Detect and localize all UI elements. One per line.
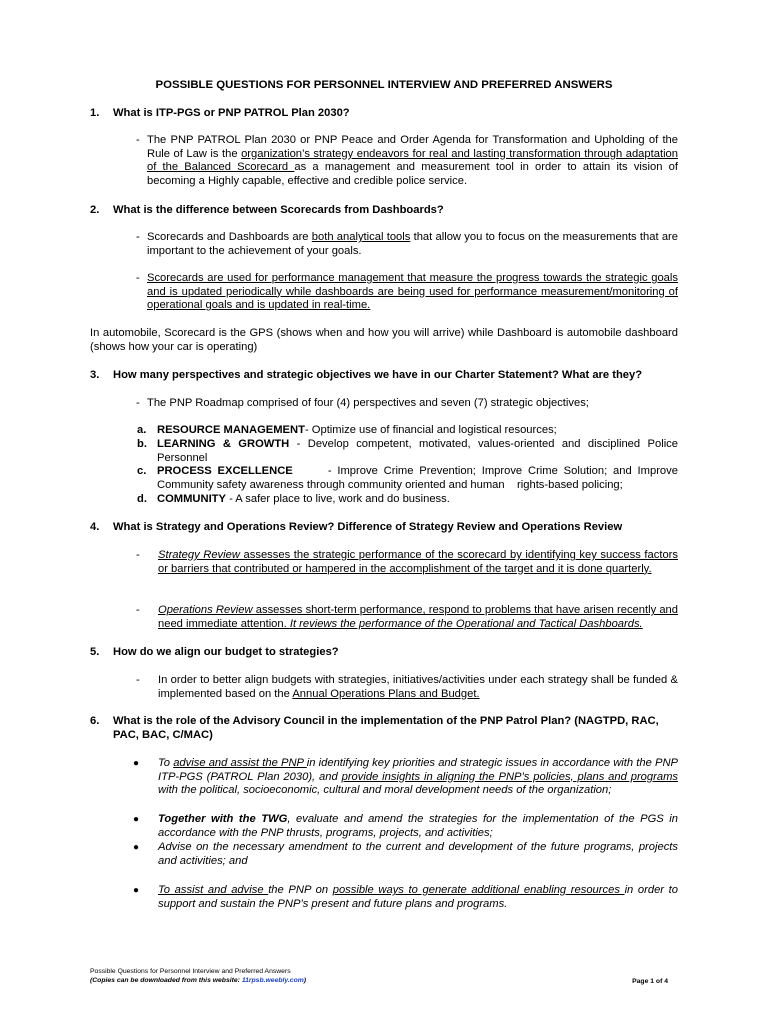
q1-answer bbox=[147, 134, 678, 188]
q6-bullet-2 bbox=[158, 813, 678, 840]
q6-b1-underlined-2: provide insights in aligning the PNP’s policies, plans and programs bbox=[341, 770, 678, 783]
q5-dash: - bbox=[136, 674, 140, 686]
q6-bullet-4-icon: ● bbox=[133, 885, 140, 896]
q4-dash-1: - bbox=[136, 549, 140, 561]
q6-b1-text-mid: in identifying key priorities and strategic issues in accordance with the PNP ITP-PGS (PATROL Plan 2030), and bbox=[158, 757, 678, 783]
q3-item-c-heading: PROCESS EXCELLENCE bbox=[157, 465, 293, 477]
q4-operations-review-term: Operations Review bbox=[158, 604, 253, 616]
footer-website-link[interactable]: 11rpsb.weebly.com bbox=[241, 977, 304, 984]
q3-item-c-text: - Improve Crime Prevention; Improve Crime Solution; and Improve Community safety awareness through community oriented and human rights-based policing; bbox=[157, 465, 682, 491]
q6-bullet-3: Advise on the necessary amendment to the current and development of the future programs, projects and activities; and bbox=[158, 841, 678, 867]
q1-dash: - bbox=[136, 134, 140, 146]
q3-item-b bbox=[157, 438, 678, 465]
q2-answer-1-text-end: that allow you to focus on the measurements that are important to the achievement of your goals. bbox=[147, 231, 678, 257]
q6-b4-underlined-1: To assist and advise bbox=[158, 884, 269, 896]
q3-item-d-letter: d. bbox=[137, 493, 147, 505]
q4-answer-1 bbox=[158, 549, 678, 576]
q6-bullet-1 bbox=[158, 757, 678, 798]
q1-answer-underlined: organization’s strategy endeavors for real and lasting transformation through adaptation of the Balanced Scorecard bbox=[147, 147, 678, 174]
q6-b4-underlined-2: possible ways to generate additional enabling resources bbox=[332, 884, 625, 896]
q4-answer-2-italic: It reviews the performance of the Operational and Tactical Dashboards. bbox=[289, 617, 643, 630]
q2-answer-1-text: Scorecards and Dashboards are bbox=[147, 231, 312, 243]
page-number: Page 1 of 4 bbox=[632, 978, 668, 985]
q3-item-a bbox=[157, 424, 678, 438]
q6-bullet-2-icon: ● bbox=[133, 814, 140, 825]
q1-answer-text: The PNP PATROL Plan 2030 or PNP Peace and Order Agenda for Transformation and Upholding of the Rule of Law is the bbox=[147, 134, 678, 160]
page-footer bbox=[90, 967, 306, 985]
q4-strategy-review-term: Strategy Review bbox=[158, 549, 240, 561]
q3-item-b-text: - Develop competent, motivated, values-oriented and disciplined Police Personnel bbox=[157, 438, 678, 464]
q6-b1-text-end: with the political, socioeconomic, cultural and moral development needs of the organization; bbox=[158, 784, 612, 797]
q1-question: What is ITP-PGS or PNP PATROL Plan 2030? bbox=[113, 107, 350, 119]
q5-answer bbox=[158, 674, 678, 701]
q3-item-a-text: - Optimize use of financial and logistical resources; bbox=[304, 424, 557, 436]
q6-b1-underlined-1: advise and assist the PNP bbox=[173, 757, 307, 769]
q5-number: 5. bbox=[90, 646, 100, 658]
q6-question: What is the role of the Advisory Council in the implementation of the PNP Patrol Plan? (NAGTPD, RAC, PAC, BAC, C/MAC) bbox=[113, 715, 659, 741]
q2-note: In automobile, Scorecard is the GPS (shows when and how you will arrive) while Dashboard is automobile dashboard (shows how your car is operating) bbox=[90, 327, 678, 353]
footer-source bbox=[90, 976, 306, 985]
q2-question: What is the difference between Scorecards from Dashboards? bbox=[113, 204, 444, 216]
document-title: POSSIBLE QUESTIONS FOR PERSONNEL INTERVIEW AND PREFERRED ANSWERS bbox=[155, 79, 613, 91]
q3-intro: The PNP Roadmap comprised of four (4) perspectives and seven (7) strategic objectives; bbox=[147, 397, 589, 409]
q3-question: How many perspectives and strategic objectives we have in our Charter Statement? What are they? bbox=[113, 369, 643, 381]
q3-item-a-heading: RESOURCE MANAGEMENT bbox=[157, 424, 305, 436]
q4-question: What is Strategy and Operations Review? Difference of Strategy Review and Operations Review bbox=[113, 521, 623, 533]
q6-bullet-4 bbox=[158, 884, 678, 911]
q3-item-a-letter: a. bbox=[137, 424, 147, 436]
q4-dash-2: - bbox=[136, 604, 140, 616]
q2-dash-1: - bbox=[136, 231, 140, 243]
q3-dash: - bbox=[136, 397, 140, 409]
q6-b2-bold: Together with the TWG bbox=[158, 813, 288, 825]
footer-source-text: (Copies can be downloaded from this website: bbox=[90, 977, 242, 984]
q5-answer-text: In order to better align budgets with strategies, initiatives/activities under each strategy shall be funded & implemented based on the bbox=[158, 674, 678, 700]
q3-item-d-text: - A safer place to live, work and do business. bbox=[225, 493, 450, 505]
q2-dash-2: - bbox=[136, 272, 140, 284]
q5-question: How do we align our budget to strategies? bbox=[113, 646, 339, 658]
q6-number: 6. bbox=[90, 715, 100, 727]
q3-number: 3. bbox=[90, 369, 100, 381]
q6-bullet-1-icon: ● bbox=[133, 758, 140, 769]
q3-item-d-heading: COMMUNITY bbox=[157, 493, 226, 505]
q6-bullet-3-icon: ● bbox=[133, 842, 140, 853]
q3-item-c-letter: c. bbox=[137, 465, 147, 477]
q3-item-b-letter: b. bbox=[137, 438, 147, 450]
q4-answer-1-text: assesses the strategic performance of the scorecard by identifying key success factors or barriers that contributed or hampered in the accomplishment of the target and it is done quarterly. bbox=[158, 549, 678, 575]
q2-answer-1 bbox=[147, 231, 678, 258]
q6-b4-text-end: in order to support and sustain the PNP’s present and future plans and programs. bbox=[158, 884, 678, 910]
q3-item-d bbox=[157, 493, 678, 507]
q6-b2-text: , evaluate and amend the strategies for the implementation of the PGS in accordance with the PNP thrusts, programs, projects, and activities; bbox=[158, 813, 679, 839]
q6-b4-text: the PNP on bbox=[268, 884, 333, 896]
q3-item-c bbox=[157, 465, 682, 492]
q4-answer-2 bbox=[158, 604, 678, 631]
q1-number: 1. bbox=[90, 107, 100, 119]
q2-number: 2. bbox=[90, 204, 100, 216]
q3-item-b-heading: LEARNING & GROWTH bbox=[157, 438, 290, 450]
footer-source-close: ) bbox=[303, 977, 307, 984]
q5-answer-underlined: Annual Operations Plans and Budget. bbox=[292, 687, 480, 700]
q4-number: 4. bbox=[90, 521, 100, 533]
q2-answer-2: Scorecards are used for performance management that measure the progress towards the strategic goals and is updated periodically while dashboards are being used for performance measurement/monitoring of operational goals and is updated in real-time. bbox=[147, 272, 678, 312]
q2-answer-1-underlined: both analytical tools bbox=[311, 231, 411, 243]
q1-answer-text-end: as a management and measurement tool in order to attain its vision of becoming a Highly capable, effective and credible police service. bbox=[147, 161, 678, 187]
q6-b1-text: To bbox=[158, 757, 174, 769]
q4-answer-2-text: assesses short-term performance, respond to problems that have arisen recently and need immediate attention. bbox=[158, 604, 679, 630]
footer-title: Possible Questions for Personnel Interview and Preferred Answers bbox=[90, 968, 291, 975]
